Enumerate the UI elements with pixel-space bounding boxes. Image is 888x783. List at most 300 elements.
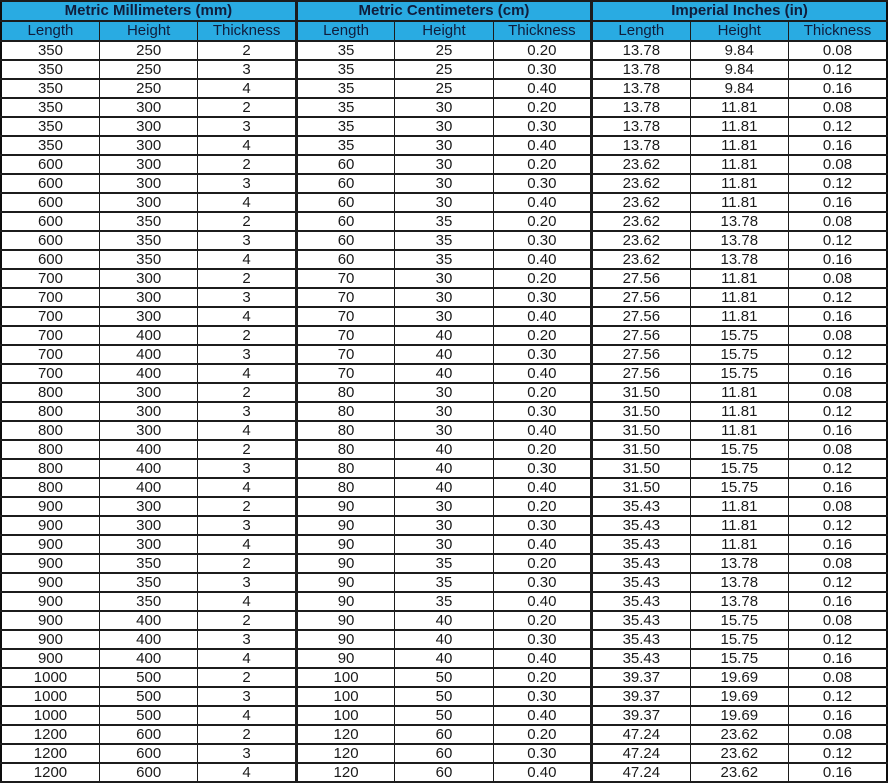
table-cell: 2 xyxy=(198,155,296,174)
table-cell: 80 xyxy=(296,402,394,421)
table-cell: 0.40 xyxy=(493,535,591,554)
table-row xyxy=(1,98,887,117)
table-cell: 100 xyxy=(296,668,394,687)
table-cell: 1000 xyxy=(1,687,99,706)
table-cell: 0.08 xyxy=(789,611,888,630)
table-cell: 350 xyxy=(99,250,197,269)
table-cell: 60 xyxy=(296,155,394,174)
table-row xyxy=(1,269,887,288)
table-cell: 4 xyxy=(198,307,296,326)
table-cell: 700 xyxy=(1,307,99,326)
table-cell: 0.30 xyxy=(493,345,591,364)
table-row xyxy=(1,421,887,440)
table-cell: 60 xyxy=(296,193,394,212)
table-cell: 27.56 xyxy=(592,364,690,383)
table-cell: 0.20 xyxy=(493,611,591,630)
table-row xyxy=(1,155,887,174)
table-cell: 15.75 xyxy=(690,478,788,497)
table-cell: 0.40 xyxy=(493,136,591,155)
table-cell: 11.81 xyxy=(690,497,788,516)
table-cell: 15.75 xyxy=(690,345,788,364)
table-cell: 600 xyxy=(99,763,197,782)
table-cell: 0.40 xyxy=(493,421,591,440)
table-cell: 60 xyxy=(296,231,394,250)
table-cell: 700 xyxy=(1,288,99,307)
table-row xyxy=(1,459,887,478)
table-cell: 0.08 xyxy=(789,668,888,687)
table-cell: 40 xyxy=(395,478,493,497)
table-cell: 35.43 xyxy=(592,630,690,649)
table-cell: 35 xyxy=(296,79,394,98)
table-cell: 47.24 xyxy=(592,763,690,782)
table-cell: 30 xyxy=(395,383,493,402)
table-cell: 3 xyxy=(198,459,296,478)
table-row xyxy=(1,554,887,573)
table-cell: 0.30 xyxy=(493,174,591,193)
table-cell: 0.40 xyxy=(493,193,591,212)
col-header-in-thickness: Thickness xyxy=(789,21,888,41)
table-cell: 500 xyxy=(99,687,197,706)
table-cell: 90 xyxy=(296,611,394,630)
table-cell: 27.56 xyxy=(592,307,690,326)
table-row xyxy=(1,535,887,554)
table-cell: 120 xyxy=(296,744,394,763)
table-cell: 80 xyxy=(296,421,394,440)
table-row xyxy=(1,687,887,706)
table-cell: 90 xyxy=(296,516,394,535)
table-cell: 350 xyxy=(99,231,197,250)
table-cell: 70 xyxy=(296,364,394,383)
group-title-row xyxy=(1,1,887,21)
table-cell: 11.81 xyxy=(690,174,788,193)
table-cell: 800 xyxy=(1,440,99,459)
table-cell: 700 xyxy=(1,345,99,364)
table-cell: 0.20 xyxy=(493,668,591,687)
table-row xyxy=(1,744,887,763)
table-cell: 0.08 xyxy=(789,98,888,117)
table-cell: 600 xyxy=(1,174,99,193)
table-cell: 300 xyxy=(99,98,197,117)
table-cell: 0.20 xyxy=(493,440,591,459)
table-cell: 0.12 xyxy=(789,573,888,592)
table-row xyxy=(1,193,887,212)
table-cell: 1000 xyxy=(1,668,99,687)
group-title-imperial-in: Imperial Inches (in) xyxy=(592,1,887,21)
table-cell: 300 xyxy=(99,288,197,307)
table-cell: 13.78 xyxy=(690,250,788,269)
table-cell: 400 xyxy=(99,611,197,630)
table-cell: 0.40 xyxy=(493,250,591,269)
table-cell: 35 xyxy=(395,231,493,250)
table-row xyxy=(1,60,887,79)
table-cell: 800 xyxy=(1,478,99,497)
table-cell: 70 xyxy=(296,288,394,307)
table-cell: 0.08 xyxy=(789,497,888,516)
table-cell: 0.40 xyxy=(493,79,591,98)
table-cell: 1200 xyxy=(1,725,99,744)
table-cell: 0.16 xyxy=(789,136,888,155)
table-cell: 4 xyxy=(198,364,296,383)
table-cell: 3 xyxy=(198,744,296,763)
table-cell: 900 xyxy=(1,516,99,535)
table-cell: 0.16 xyxy=(789,250,888,269)
table-row xyxy=(1,79,887,98)
table-cell: 35.43 xyxy=(592,573,690,592)
table-cell: 40 xyxy=(395,459,493,478)
table-cell: 400 xyxy=(99,364,197,383)
table-cell: 31.50 xyxy=(592,402,690,421)
table-cell: 30 xyxy=(395,174,493,193)
table-cell: 13.78 xyxy=(592,79,690,98)
col-header-mm-height: Height xyxy=(99,21,197,41)
table-cell: 100 xyxy=(296,706,394,725)
table-cell: 60 xyxy=(395,763,493,782)
table-body xyxy=(1,41,887,782)
table-cell: 100 xyxy=(296,687,394,706)
table-cell: 15.75 xyxy=(690,611,788,630)
table-cell: 40 xyxy=(395,611,493,630)
table-cell: 47.24 xyxy=(592,725,690,744)
table-cell: 0.12 xyxy=(789,744,888,763)
table-cell: 31.50 xyxy=(592,459,690,478)
table-cell: 0.20 xyxy=(493,98,591,117)
table-cell: 350 xyxy=(1,60,99,79)
table-cell: 0.08 xyxy=(789,725,888,744)
table-cell: 0.08 xyxy=(789,269,888,288)
table-cell: 600 xyxy=(1,250,99,269)
table-cell: 19.69 xyxy=(690,706,788,725)
table-cell: 0.08 xyxy=(789,41,888,60)
table-cell: 30 xyxy=(395,535,493,554)
table-row xyxy=(1,136,887,155)
table-cell: 120 xyxy=(296,763,394,782)
table-cell: 600 xyxy=(1,155,99,174)
table-cell: 0.40 xyxy=(493,364,591,383)
table-cell: 0.20 xyxy=(493,497,591,516)
table-row xyxy=(1,326,887,345)
table-cell: 0.16 xyxy=(789,649,888,668)
table-cell: 80 xyxy=(296,459,394,478)
table-cell: 23.62 xyxy=(690,763,788,782)
table-cell: 3 xyxy=(198,573,296,592)
table-cell: 80 xyxy=(296,478,394,497)
col-header-cm-length: Length xyxy=(296,21,394,41)
table-cell: 23.62 xyxy=(592,193,690,212)
table-cell: 13.78 xyxy=(690,592,788,611)
table-cell: 800 xyxy=(1,402,99,421)
table-cell: 30 xyxy=(395,269,493,288)
table-cell: 0.20 xyxy=(493,269,591,288)
table-cell: 0.20 xyxy=(493,725,591,744)
col-header-cm-thickness: Thickness xyxy=(493,21,591,41)
table-cell: 35.43 xyxy=(592,535,690,554)
table-cell: 0.30 xyxy=(493,231,591,250)
table-cell: 3 xyxy=(198,60,296,79)
table-cell: 35 xyxy=(296,98,394,117)
table-cell: 3 xyxy=(198,687,296,706)
table-cell: 900 xyxy=(1,630,99,649)
table-cell: 120 xyxy=(296,725,394,744)
table-cell: 70 xyxy=(296,307,394,326)
table-cell: 0.20 xyxy=(493,41,591,60)
table-cell: 11.81 xyxy=(690,516,788,535)
table-cell: 30 xyxy=(395,516,493,535)
table-cell: 35 xyxy=(395,212,493,231)
table-cell: 800 xyxy=(1,421,99,440)
table-cell: 300 xyxy=(99,174,197,193)
table-cell: 19.69 xyxy=(690,687,788,706)
table-cell: 3 xyxy=(198,345,296,364)
table-cell: 13.78 xyxy=(592,136,690,155)
table-cell: 90 xyxy=(296,554,394,573)
table-cell: 15.75 xyxy=(690,440,788,459)
table-cell: 4 xyxy=(198,763,296,782)
table-cell: 500 xyxy=(99,668,197,687)
table-cell: 3 xyxy=(198,402,296,421)
table-cell: 3 xyxy=(198,174,296,193)
table-cell: 23.62 xyxy=(592,212,690,231)
table-cell: 13.78 xyxy=(592,41,690,60)
table-cell: 11.81 xyxy=(690,383,788,402)
table-cell: 0.30 xyxy=(493,744,591,763)
col-header-cm-height: Height xyxy=(395,21,493,41)
table-cell: 35 xyxy=(296,41,394,60)
table-cell: 27.56 xyxy=(592,288,690,307)
table-cell: 300 xyxy=(99,516,197,535)
table-cell: 23.62 xyxy=(592,174,690,193)
table-cell: 600 xyxy=(1,212,99,231)
table-cell: 4 xyxy=(198,136,296,155)
table-cell: 11.81 xyxy=(690,535,788,554)
table-cell: 300 xyxy=(99,535,197,554)
table-cell: 31.50 xyxy=(592,440,690,459)
table-cell: 800 xyxy=(1,459,99,478)
table-cell: 0.08 xyxy=(789,440,888,459)
table-cell: 4 xyxy=(198,421,296,440)
table-cell: 0.16 xyxy=(789,79,888,98)
table-cell: 0.16 xyxy=(789,307,888,326)
table-cell: 0.12 xyxy=(789,630,888,649)
table-cell: 40 xyxy=(395,345,493,364)
table-cell: 900 xyxy=(1,573,99,592)
table-cell: 2 xyxy=(198,497,296,516)
table-cell: 35.43 xyxy=(592,497,690,516)
table-cell: 4 xyxy=(198,706,296,725)
table-cell: 350 xyxy=(99,592,197,611)
table-cell: 23.62 xyxy=(592,155,690,174)
table-cell: 30 xyxy=(395,402,493,421)
table-cell: 600 xyxy=(99,725,197,744)
table-cell: 3 xyxy=(198,231,296,250)
table-cell: 0.08 xyxy=(789,212,888,231)
table-cell: 1200 xyxy=(1,763,99,782)
table-cell: 1000 xyxy=(1,706,99,725)
table-cell: 60 xyxy=(296,212,394,231)
table-cell: 27.56 xyxy=(592,269,690,288)
table-cell: 0.40 xyxy=(493,307,591,326)
table-cell: 25 xyxy=(395,41,493,60)
table-cell: 3 xyxy=(198,117,296,136)
col-header-in-length: Length xyxy=(592,21,690,41)
table-cell: 13.78 xyxy=(592,117,690,136)
table-cell: 300 xyxy=(99,402,197,421)
table-cell: 0.12 xyxy=(789,402,888,421)
table-cell: 900 xyxy=(1,535,99,554)
table-cell: 800 xyxy=(1,383,99,402)
table-cell: 900 xyxy=(1,649,99,668)
table-cell: 60 xyxy=(296,174,394,193)
table-cell: 30 xyxy=(395,497,493,516)
table-cell: 90 xyxy=(296,535,394,554)
table-cell: 60 xyxy=(395,725,493,744)
table-cell: 2 xyxy=(198,440,296,459)
table-cell: 0.20 xyxy=(493,326,591,345)
table-cell: 0.30 xyxy=(493,402,591,421)
table-cell: 19.69 xyxy=(690,668,788,687)
table-cell: 9.84 xyxy=(690,41,788,60)
table-cell: 300 xyxy=(99,155,197,174)
table-cell: 50 xyxy=(395,668,493,687)
table-cell: 35.43 xyxy=(592,649,690,668)
table-cell: 60 xyxy=(395,744,493,763)
table-cell: 400 xyxy=(99,459,197,478)
table-cell: 90 xyxy=(296,630,394,649)
table-cell: 0.16 xyxy=(789,364,888,383)
table-cell: 350 xyxy=(1,136,99,155)
table-cell: 30 xyxy=(395,307,493,326)
table-cell: 350 xyxy=(1,98,99,117)
table-row xyxy=(1,364,887,383)
table-row xyxy=(1,763,887,782)
table-row xyxy=(1,668,887,687)
group-title-metric-cm: Metric Centimeters (cm) xyxy=(296,1,591,21)
table-row xyxy=(1,250,887,269)
table-cell: 15.75 xyxy=(690,459,788,478)
table-cell: 13.78 xyxy=(592,98,690,117)
table-cell: 2 xyxy=(198,98,296,117)
table-cell: 40 xyxy=(395,649,493,668)
table-cell: 300 xyxy=(99,269,197,288)
table-cell: 35 xyxy=(395,592,493,611)
table-cell: 0.08 xyxy=(789,554,888,573)
table-cell: 2 xyxy=(198,326,296,345)
table-cell: 3 xyxy=(198,288,296,307)
table-cell: 31.50 xyxy=(592,478,690,497)
table-cell: 35.43 xyxy=(592,592,690,611)
table-cell: 11.81 xyxy=(690,307,788,326)
table-row xyxy=(1,649,887,668)
table-row xyxy=(1,117,887,136)
table-cell: 40 xyxy=(395,326,493,345)
table-cell: 15.75 xyxy=(690,364,788,383)
table-row xyxy=(1,307,887,326)
table-cell: 300 xyxy=(99,136,197,155)
table-cell: 300 xyxy=(99,497,197,516)
table-cell: 0.30 xyxy=(493,516,591,535)
table-row xyxy=(1,383,887,402)
table-row xyxy=(1,231,887,250)
table-cell: 2 xyxy=(198,611,296,630)
table-cell: 700 xyxy=(1,364,99,383)
table-cell: 35 xyxy=(296,136,394,155)
table-cell: 4 xyxy=(198,250,296,269)
table-cell: 50 xyxy=(395,706,493,725)
table-cell: 30 xyxy=(395,136,493,155)
table-row xyxy=(1,592,887,611)
table-cell: 40 xyxy=(395,364,493,383)
table-cell: 900 xyxy=(1,554,99,573)
table-cell: 70 xyxy=(296,345,394,364)
table-cell: 0.16 xyxy=(789,706,888,725)
table-cell: 13.78 xyxy=(690,231,788,250)
table-cell: 0.40 xyxy=(493,706,591,725)
table-cell: 4 xyxy=(198,649,296,668)
table-cell: 600 xyxy=(1,193,99,212)
table-cell: 0.30 xyxy=(493,459,591,478)
table-cell: 900 xyxy=(1,611,99,630)
table-cell: 35.43 xyxy=(592,516,690,535)
table-cell: 31.50 xyxy=(592,421,690,440)
group-title-metric-mm: Metric Millimeters (mm) xyxy=(1,1,296,21)
table-cell: 11.81 xyxy=(690,421,788,440)
table-cell: 27.56 xyxy=(592,326,690,345)
table-cell: 31.50 xyxy=(592,383,690,402)
table-cell: 0.20 xyxy=(493,383,591,402)
table-cell: 0.30 xyxy=(493,573,591,592)
table-cell: 23.62 xyxy=(592,250,690,269)
table-cell: 2 xyxy=(198,212,296,231)
table-cell: 0.40 xyxy=(493,478,591,497)
table-cell: 0.30 xyxy=(493,687,591,706)
table-cell: 30 xyxy=(395,98,493,117)
table-cell: 47.24 xyxy=(592,744,690,763)
table-cell: 2 xyxy=(198,41,296,60)
table-cell: 2 xyxy=(198,269,296,288)
table-cell: 11.81 xyxy=(690,98,788,117)
table-cell: 23.62 xyxy=(690,744,788,763)
table-cell: 300 xyxy=(99,383,197,402)
table-cell: 400 xyxy=(99,326,197,345)
table-cell: 4 xyxy=(198,79,296,98)
table-header xyxy=(1,1,887,41)
table-cell: 9.84 xyxy=(690,79,788,98)
table-cell: 300 xyxy=(99,421,197,440)
table-cell: 0.12 xyxy=(789,60,888,79)
table-cell: 90 xyxy=(296,592,394,611)
table-cell: 0.16 xyxy=(789,478,888,497)
col-header-mm-length: Length xyxy=(1,21,99,41)
table-cell: 400 xyxy=(99,649,197,668)
table-cell: 700 xyxy=(1,269,99,288)
table-cell: 350 xyxy=(1,117,99,136)
table-cell: 39.37 xyxy=(592,706,690,725)
table-cell: 13.78 xyxy=(690,573,788,592)
table-row xyxy=(1,174,887,193)
table-cell: 0.12 xyxy=(789,345,888,364)
table-cell: 400 xyxy=(99,345,197,364)
table-cell: 39.37 xyxy=(592,687,690,706)
table-cell: 11.81 xyxy=(690,402,788,421)
table-cell: 15.75 xyxy=(690,326,788,345)
table-cell: 0.20 xyxy=(493,212,591,231)
table-cell: 700 xyxy=(1,326,99,345)
table-cell: 4 xyxy=(198,193,296,212)
table-cell: 600 xyxy=(1,231,99,250)
table-cell: 4 xyxy=(198,592,296,611)
table-row xyxy=(1,725,887,744)
table-cell: 25 xyxy=(395,60,493,79)
table-cell: 600 xyxy=(99,744,197,763)
